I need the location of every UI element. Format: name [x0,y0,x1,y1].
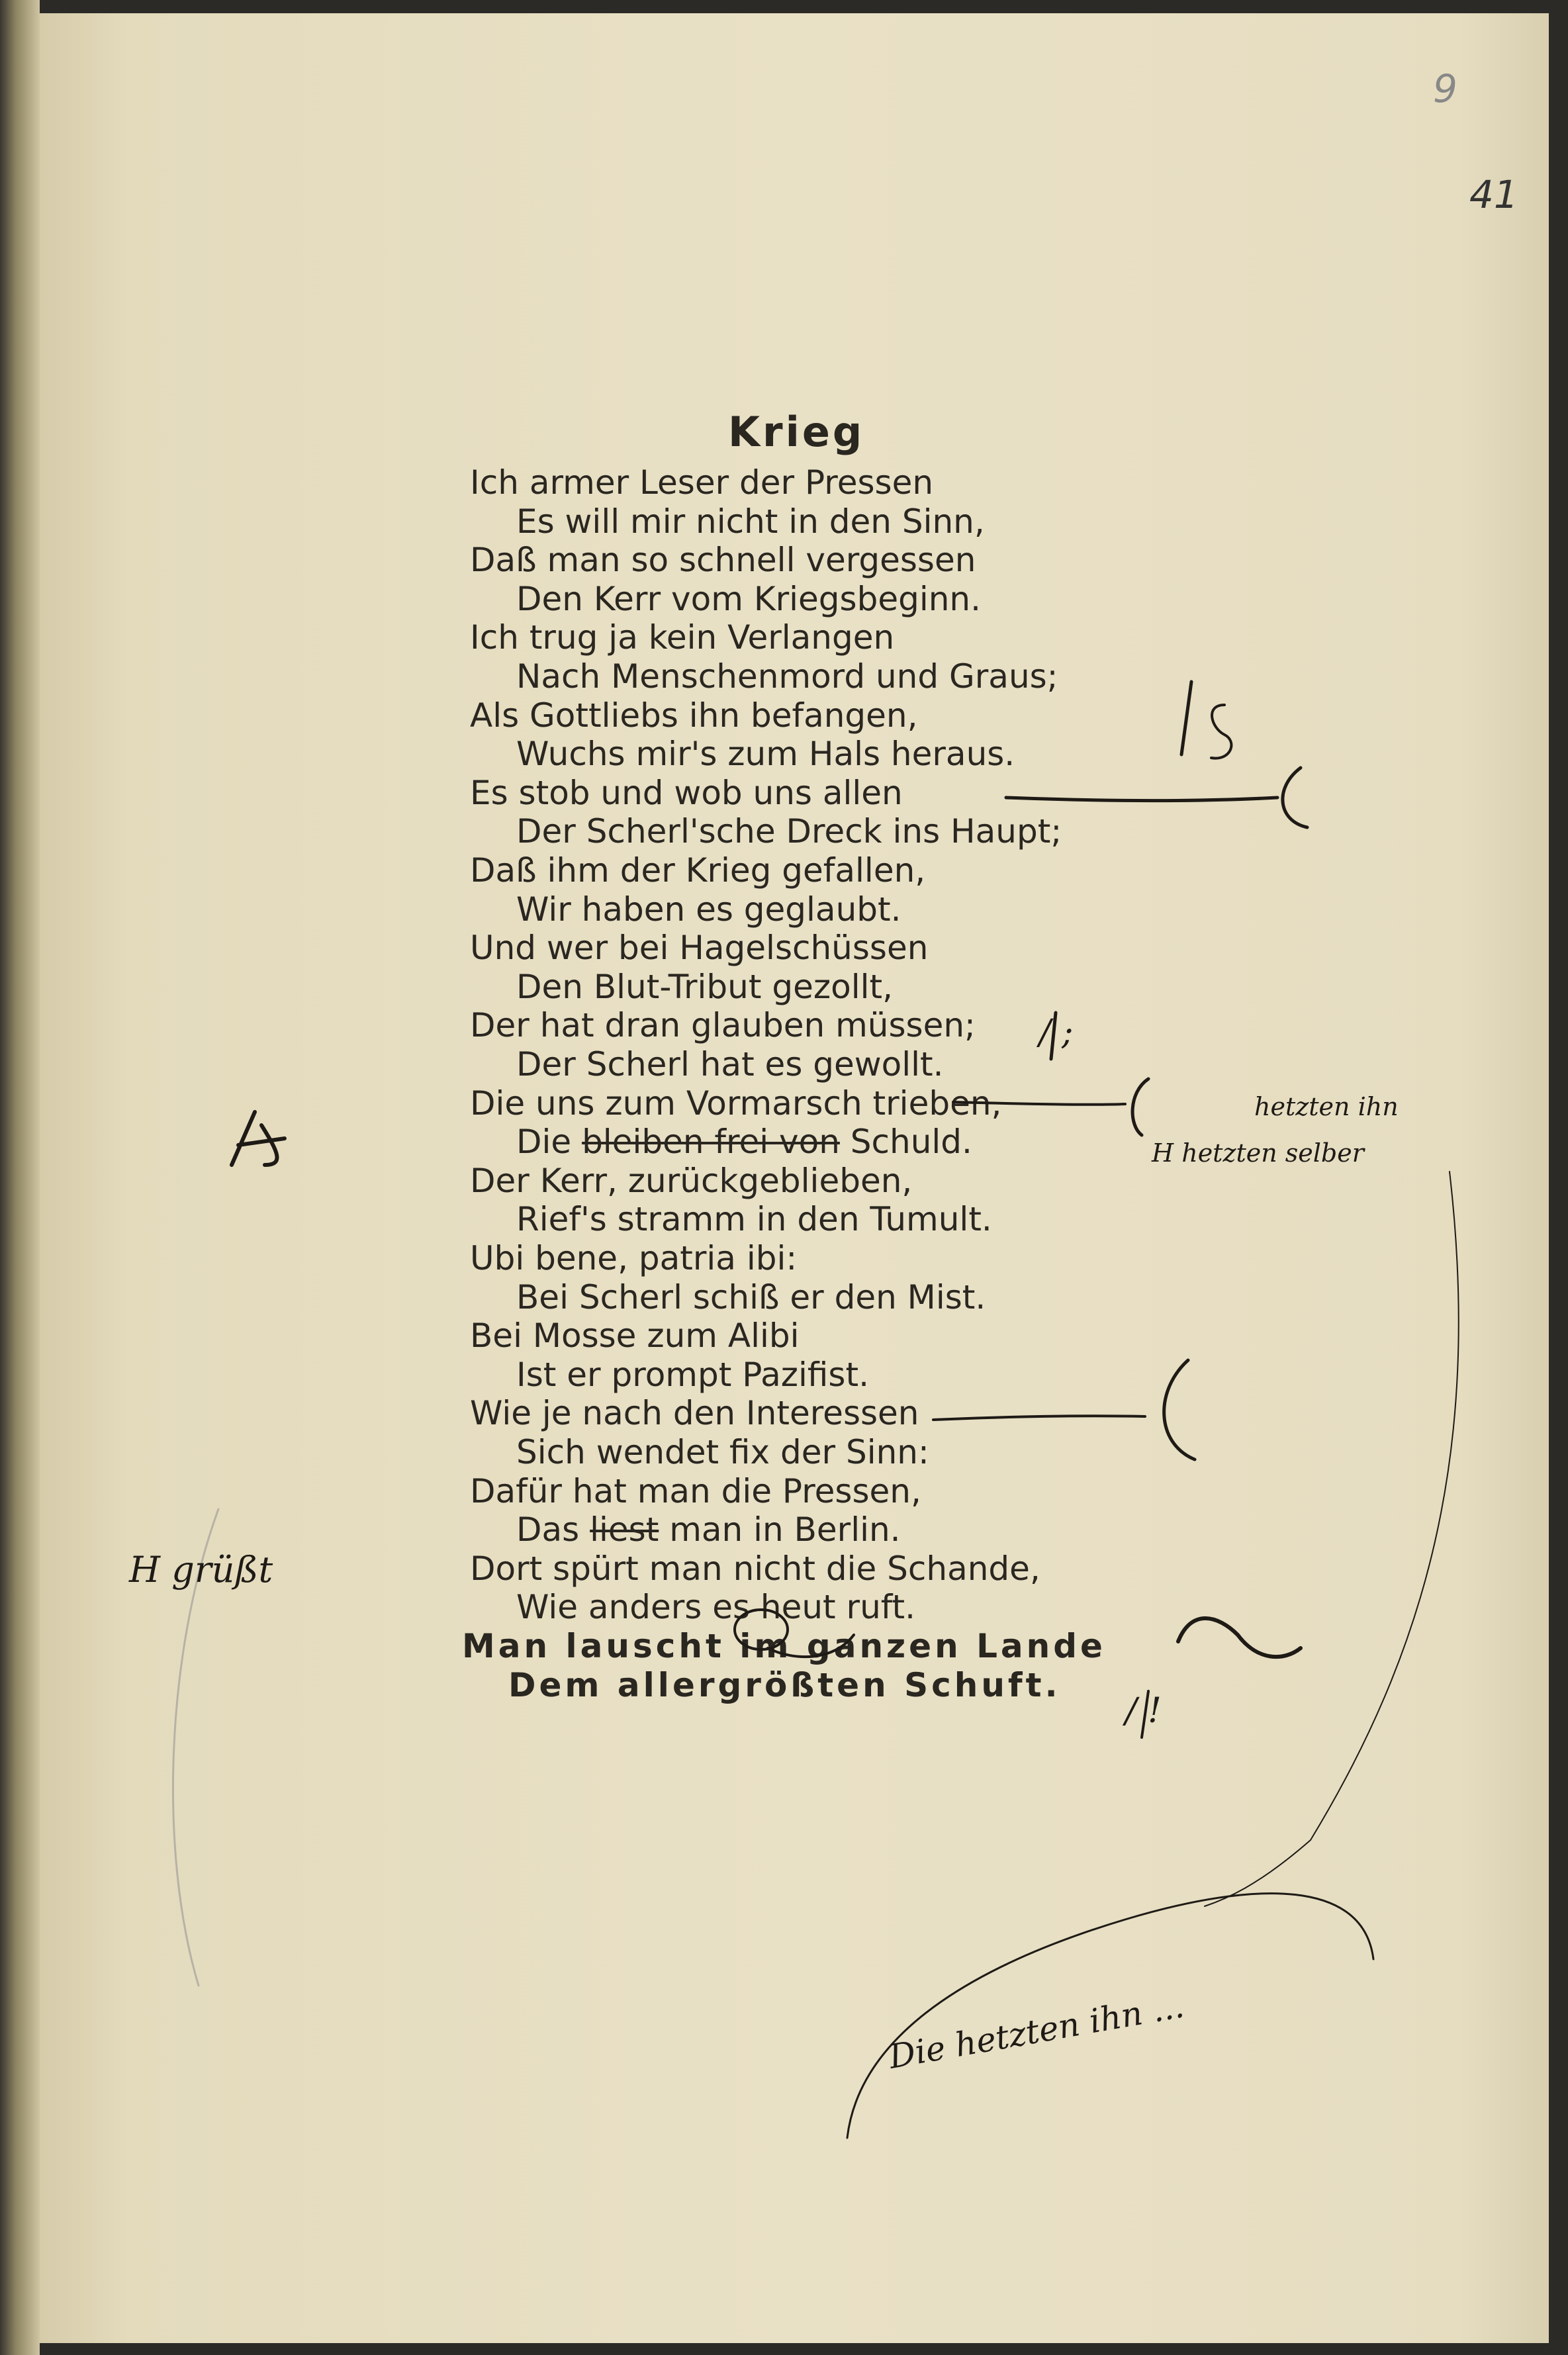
annotation-left-note: H grüßt [129,1549,273,1591]
poem-line-text: Die [516,1123,582,1162]
poem-line-text: Wir haben es geglaubt. [516,890,901,929]
long-curve-right [1205,1172,1459,1906]
poem-line-text: Dort spürt man nicht die Schande, [470,1549,1040,1588]
poem-line-text: Der Scherl hat es gewollt. [516,1045,944,1084]
poem-line-text: Bei Scherl schiß er den Mist. [516,1277,986,1316]
poem-line-text: Der Scherl'sche Dreck ins Haupt; [516,812,1062,851]
poem-line-text: Dafür hat man die Pressen, [470,1471,921,1510]
poem-line-text: Den Blut-Tribut gezollt, [516,967,893,1006]
poem-line-text: Wie anders es heut ruft. [516,1588,916,1627]
poem-line-text: Ich trug ja kein Verlangen [470,618,895,657]
struck-text: liest [590,1510,659,1549]
correction-line-3 [933,1416,1145,1420]
poem-line-text: Die uns zum Vormarsch trieben, [470,1084,1002,1123]
bracket-1 [1283,768,1307,827]
poem-title: Krieg [728,408,865,456]
poem-line-text: Bei Mosse zum Alibi [470,1316,800,1356]
poem-line-text-after: man in Berlin. [659,1510,901,1549]
circle-es [735,1610,788,1649]
correction-line-2 [953,1102,1125,1105]
annotation-bottom-note: Die hetzten ihn ... [886,1986,1187,2076]
poem-line-text: Der Kerr, zurückgeblieben, [470,1161,913,1200]
page-number-right: 41 [1469,172,1518,217]
struck-text: bleiben frei von [582,1123,840,1162]
annotation-right-bottom: H hetzten selber [1152,1138,1364,1168]
poem-line-text: Ist er prompt Pazifist. [516,1355,869,1394]
annotation-mark-2: / ; [1039,1013,1074,1052]
poem-line-text: Daß ihm der Krieg gefallen, [470,851,926,890]
poem-line-text: Rief's stramm in den Tumult. [516,1200,992,1239]
poem-line-text: Sich wendet fix der Sinn: [516,1433,929,1471]
left-margin-mark [232,1112,285,1165]
annotation-mark-3: / ! [1125,1691,1162,1731]
poem-line-text: Daß man so schnell vergessen [470,541,976,580]
poem-line-text: Den Kerr vom Kriegsbeginn. [516,579,982,618]
poem-line-text: Nach Menschenmord und Graus; [516,657,1058,696]
correction-slash-1 [1181,682,1191,755]
poem-line-text: Wuchs mir's zum Hals heraus. [516,735,1015,774]
underline-heut [768,1635,854,1657]
poem-line-text: Ich armer Leser der Pressen [470,463,934,502]
poem-line-text: Ubi bene, patria ibi: [470,1239,798,1277]
poem-line-text: Dem allergrößten Schuft. [508,1665,1061,1704]
annotation-right-top: hetzten ihn [1254,1092,1399,1121]
poem-line-text: Das [516,1510,590,1549]
bracket-3 [1164,1360,1195,1459]
bracket-2 [1132,1079,1148,1135]
poem-line-text: Man lauscht im ganzen Lande [462,1627,1106,1665]
poem-line-text: Und wer bei Hagelschüssen [470,929,929,968]
correction-line-1 [1006,798,1277,801]
poem-line-text: Es stob und wob uns allen [470,773,903,812]
poem-line-text: Es will mir nicht in den Sinn, [516,502,985,541]
poem-line-text: Als Gottliebs ihn befangen, [470,696,918,735]
poem-line-text: Der hat dran glauben müssen; [470,1006,976,1045]
page-number-top: 9 [1433,66,1457,111]
poem-line-text: Wie je nach den Interessen [470,1394,919,1433]
tilde-mark [1178,1618,1301,1657]
poem-line-text-after: Schuld. [839,1123,972,1162]
correction-s [1211,705,1231,759]
